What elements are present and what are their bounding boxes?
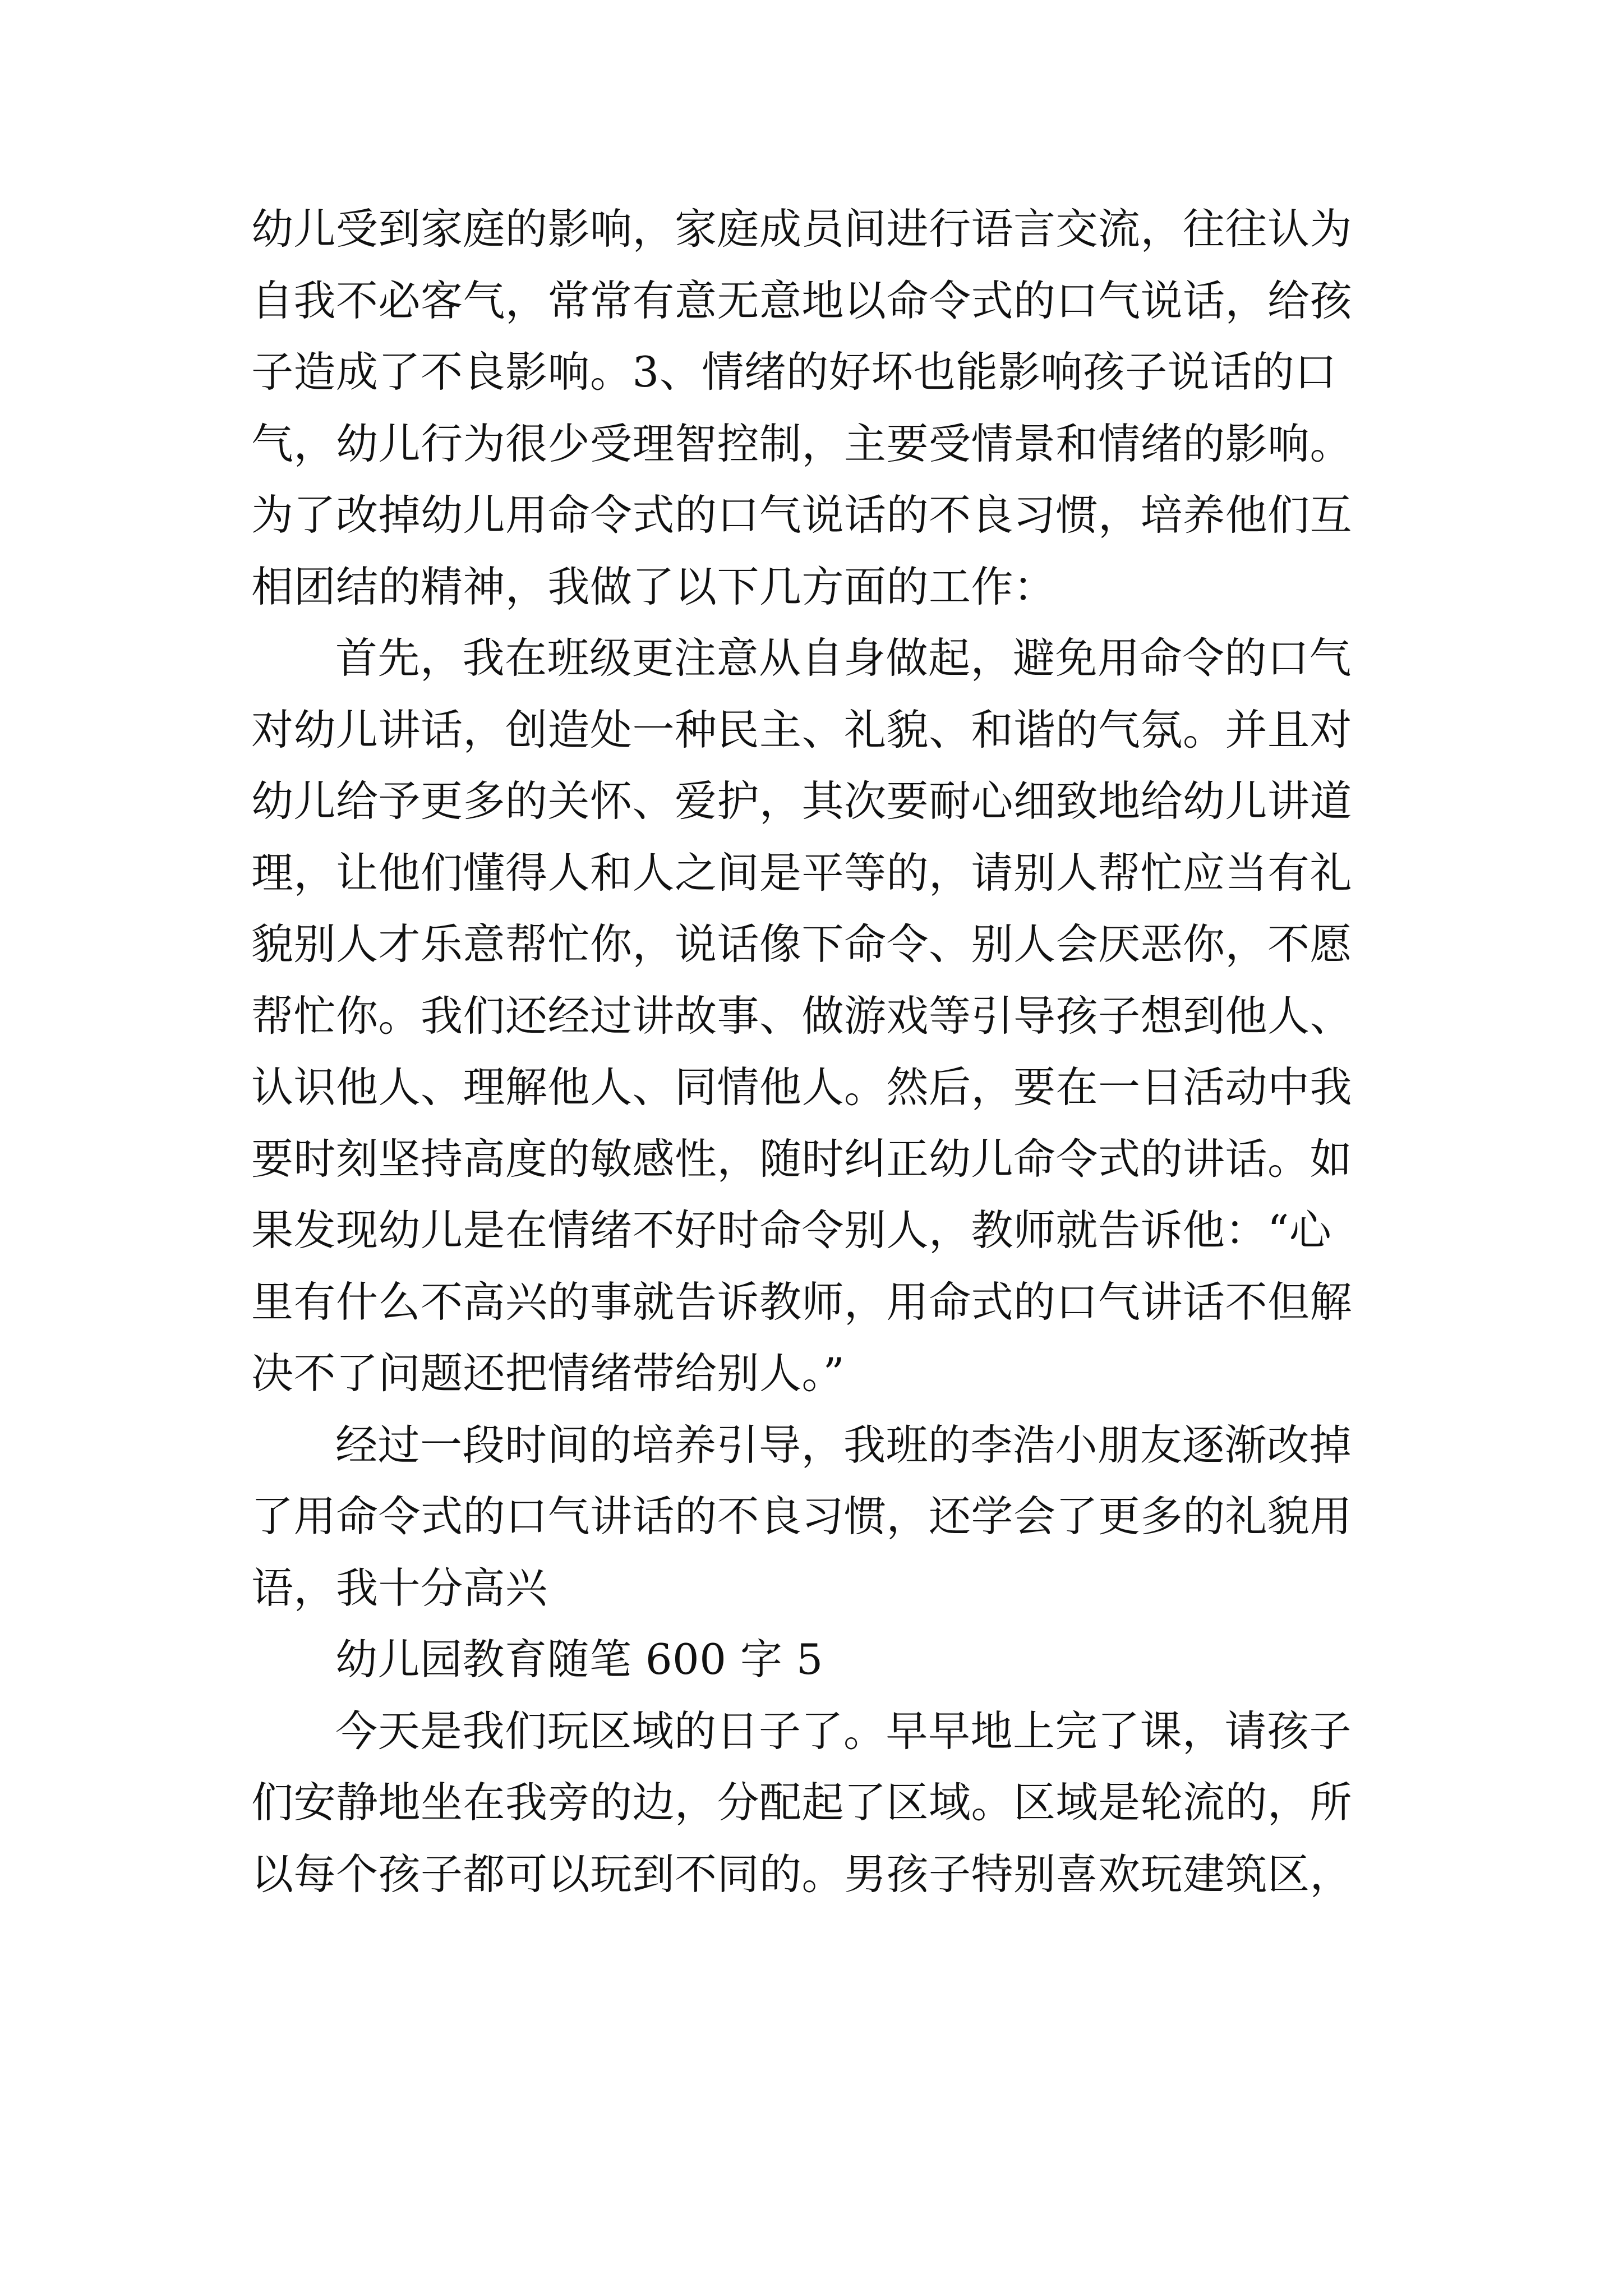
text-line: 相团结的精神，我做了以下几方面的工作： (251, 562, 1056, 611)
text-line: 子造成了不良影响。3、情绪的好坏也能影响孩子说话的口 (251, 347, 1337, 397)
paragraph-first-line: 首先，我在班级更注意从自身做起，避免用命令的口气 (335, 633, 1352, 683)
text-line: 为了改掉幼儿用命令式的口气说话的不良习惯，培养他们互 (251, 490, 1353, 540)
paragraph-first-line: 今天是我们玩区域的日子了。早早地上完了课，请孩子 (335, 1706, 1352, 1756)
text-line: 认识他人、理解他人、同情他人。然后，要在一日活动中我 (251, 1062, 1353, 1112)
text-line: 自我不必客气，常常有意无意地以命令式的口气说话，给孩 (251, 275, 1353, 325)
section-heading: 幼儿园教育随笔 600 字 5 (335, 1635, 823, 1684)
text-line: 果发现幼儿是在情绪不好时命令别人，教师就告诉他：“心 (251, 1205, 1332, 1255)
text-line: 对幼儿讲话，创造处一种民主、礼貌、和谐的气氛。并且对 (251, 705, 1353, 754)
text-line: 幼儿给予更多的关怀、爱护，其次要耐心细致地给幼儿讲道 (251, 776, 1353, 826)
text-line: 里有什么不高兴的事就告诉教师，用命式的口气讲话不但解 (251, 1277, 1353, 1327)
text-line: 决不了问题还把情绪带给别人。” (251, 1349, 845, 1398)
document-body (251, 194, 1390, 1910)
text-line: 们安静地坐在我旁的边，分配起了区域。区域是轮流的，所 (251, 1778, 1353, 1827)
text-line: 要时刻坚持高度的敏感性，随时纠正幼儿命令式的讲话。如 (251, 1134, 1353, 1184)
text-line: 帮忙你。我们还经过讲故事、做游戏等引导孩子想到他人、 (251, 991, 1353, 1041)
text-line: 以每个孩子都可以玩到不同的。男孩子特别喜欢玩建筑区， (251, 1849, 1353, 1899)
text-line: 貌别人才乐意帮忙你，说话像下命令、别人会厌恶你，不愿 (251, 919, 1353, 969)
text-line: 幼儿受到家庭的影响，家庭成员间进行语言交流，往往认为 (251, 204, 1353, 254)
text-line: 了用命令式的口气讲话的不良习惯，还学会了更多的礼貌用 (251, 1492, 1353, 1541)
text-line: 气，幼儿行为很少受理智控制，主要受情景和情绪的影响。 (251, 418, 1353, 468)
paragraph-first-line: 经过一段时间的培养引导，我班的李浩小朋友逐渐改掉 (335, 1420, 1352, 1470)
text-line: 语，我十分高兴 (251, 1563, 548, 1613)
text-line: 理，让他们懂得人和人之间是平等的，请别人帮忙应当有礼 (251, 848, 1353, 898)
